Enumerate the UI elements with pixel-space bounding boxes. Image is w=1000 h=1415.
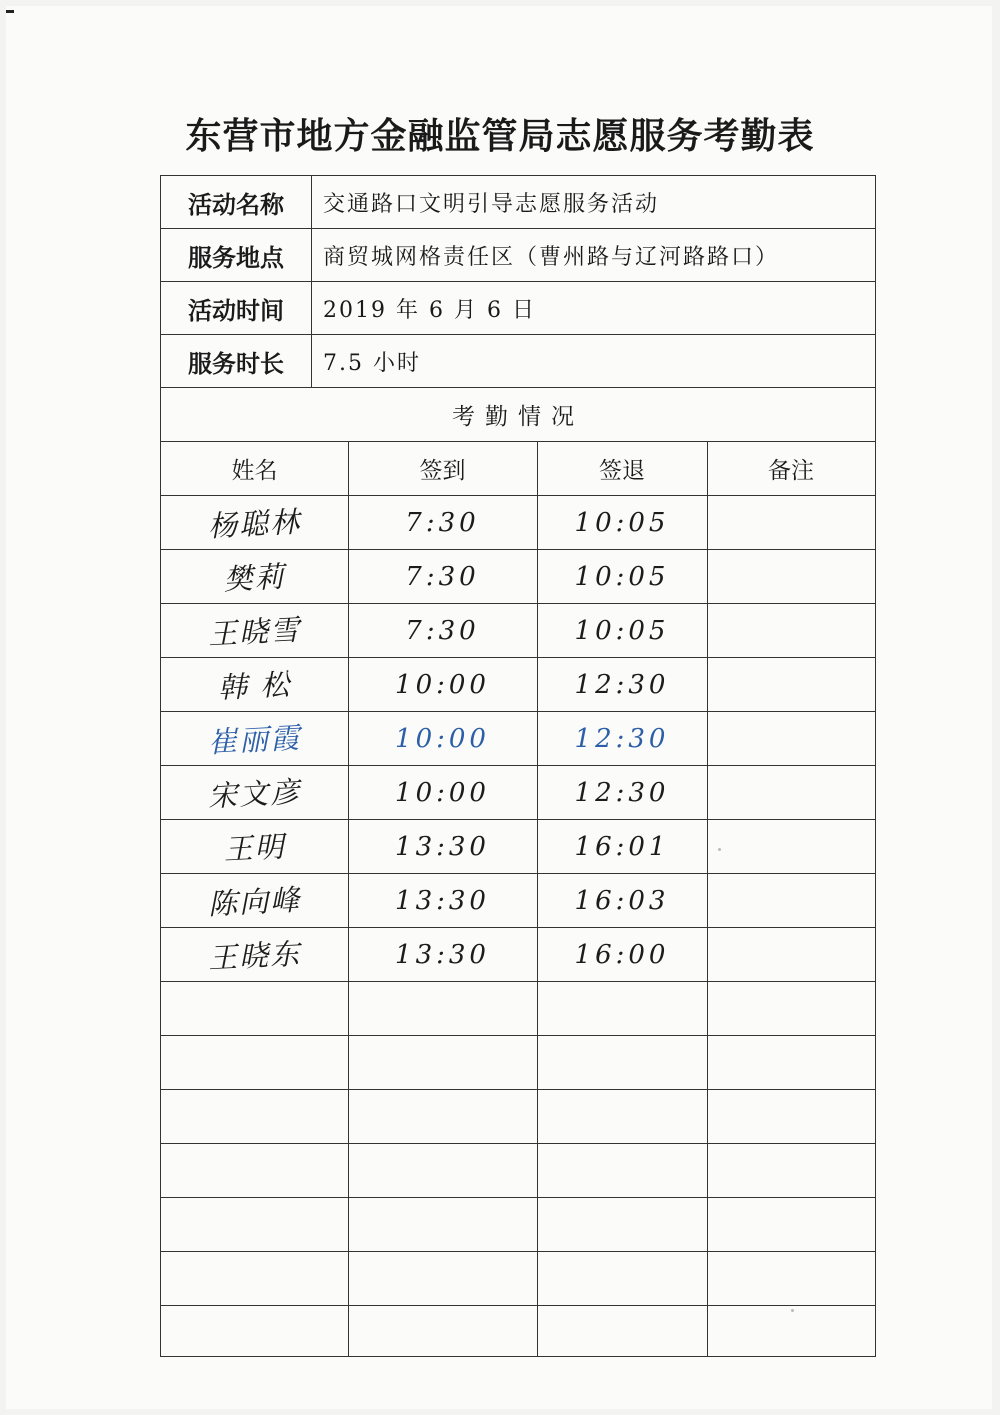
- cell-note: [707, 1144, 875, 1197]
- cell-sign-in: 10:00: [395, 777, 490, 808]
- info-value: 7.5 小时: [323, 350, 421, 376]
- table-row: [161, 766, 875, 820]
- cell-sign-out: 12:30: [574, 669, 670, 700]
- column-divider: [348, 442, 349, 1356]
- cell-note: [707, 766, 875, 819]
- cell-sign-in: [348, 1252, 537, 1305]
- cell-name: 韩 松: [217, 667, 293, 705]
- cell-sign-in: [348, 1306, 537, 1360]
- attendance-sheet: [160, 175, 876, 1357]
- cell-sign-in: 7:30: [405, 561, 480, 592]
- attendance-section-title: 考勤情况: [161, 388, 875, 442]
- cell-name: 王晓东: [207, 936, 302, 976]
- cell-sign-in: [348, 1198, 537, 1251]
- table-row: [161, 1252, 875, 1306]
- table-row: [161, 604, 875, 658]
- cell-name: 樊莉: [222, 559, 287, 597]
- table-row: [161, 928, 875, 982]
- cell-name: [160, 1085, 350, 1148]
- cell-name: [160, 1031, 350, 1094]
- column-header-sign-in: 签到: [348, 442, 537, 496]
- cell-sign-out: [537, 1252, 707, 1305]
- cell-sign-in: [348, 1144, 537, 1197]
- table-row: [161, 1090, 875, 1144]
- table-row: [161, 1198, 875, 1252]
- cell-sign-out: [537, 1306, 707, 1360]
- table-row: [161, 496, 875, 550]
- table-row: [161, 1144, 875, 1198]
- cell-sign-out: 12:30: [574, 777, 670, 808]
- cell-name: 王明: [222, 829, 287, 867]
- table-row: [161, 658, 875, 712]
- cell-note: [707, 1036, 875, 1089]
- info-row-location: [161, 229, 875, 282]
- cell-note: [707, 982, 875, 1035]
- cell-note: [707, 604, 875, 657]
- cell-sign-out: 16:03: [574, 885, 670, 916]
- cell-name: 崔丽霞: [207, 720, 302, 760]
- table-row: [161, 874, 875, 928]
- cell-sign-out: 16:00: [574, 939, 670, 970]
- info-label: 服务时长: [161, 335, 312, 387]
- cell-note: [707, 658, 875, 711]
- cell-sign-in: 10:00: [395, 723, 490, 754]
- cell-note: [707, 874, 875, 927]
- cell-note: [707, 1198, 875, 1251]
- cell-sign-out: [537, 1198, 707, 1251]
- column-divider: [537, 442, 538, 1356]
- cell-sign-in: 13:30: [395, 885, 490, 916]
- info-label: 活动名称: [161, 176, 312, 228]
- cell-name: [160, 1193, 350, 1256]
- cell-sign-in: [348, 1036, 537, 1089]
- cell-sign-out: [537, 1036, 707, 1089]
- cell-note: [707, 820, 875, 873]
- table-row: [161, 982, 875, 1036]
- table-row: [161, 712, 875, 766]
- info-label: 活动时间: [161, 282, 312, 334]
- cell-sign-in: 7:30: [405, 615, 480, 646]
- column-header-sign-out: 签退: [537, 442, 707, 496]
- cell-name: [160, 977, 350, 1040]
- column-divider: [707, 442, 708, 1356]
- cell-sign-out: [537, 1144, 707, 1197]
- cell-note: [707, 712, 875, 765]
- cell-name: [160, 1301, 350, 1365]
- cell-note: [707, 928, 875, 981]
- column-header-name: 姓名: [161, 442, 348, 496]
- cell-note: [707, 1090, 875, 1143]
- cell-name: 杨聪林: [207, 504, 302, 544]
- cell-note: [707, 1306, 875, 1360]
- cell-name: 宋文彦: [207, 774, 302, 814]
- cell-sign-in: 13:30: [395, 831, 490, 862]
- cell-sign-out: 16:01: [574, 831, 670, 862]
- cell-name: 陈向峰: [207, 882, 302, 922]
- table-row: [161, 1036, 875, 1090]
- table-row: [161, 820, 875, 874]
- cell-sign-out: 10:05: [574, 561, 670, 592]
- cell-note: [707, 496, 875, 549]
- cell-sign-out: 10:05: [574, 615, 670, 646]
- info-value: 交通路口文明引导志愿服务活动: [323, 191, 660, 217]
- document-title: 东营市地方金融监管局志愿服务考勤表: [185, 115, 815, 157]
- cell-sign-in: 13:30: [395, 939, 490, 970]
- table-row: [161, 550, 875, 604]
- info-value: 商贸城网格责任区（曹州路与辽河路路口）: [323, 244, 780, 270]
- cell-sign-out: 12:30: [574, 723, 670, 754]
- cell-sign-in: 7:30: [405, 507, 480, 538]
- cell-sign-out: [537, 1090, 707, 1143]
- column-header-note: 备注: [707, 442, 875, 496]
- table-row: [161, 1306, 875, 1360]
- info-row-activity-name: [161, 176, 875, 229]
- cell-name: [160, 1247, 350, 1310]
- cell-sign-in: [348, 1090, 537, 1143]
- scan-edge-mark: [6, 10, 14, 13]
- info-row-duration: [161, 335, 875, 388]
- info-value: 2019 年 6 月 6 日: [323, 297, 536, 323]
- cell-sign-out: [537, 982, 707, 1035]
- cell-note: [707, 550, 875, 603]
- cell-sign-in: [348, 982, 537, 1035]
- cell-name: 王晓雪: [207, 612, 302, 652]
- cell-name: [160, 1139, 350, 1202]
- info-row-date: [161, 282, 875, 335]
- cell-sign-in: 10:00: [395, 669, 490, 700]
- info-label: 服务地点: [161, 229, 312, 281]
- cell-sign-out: 10:05: [574, 507, 670, 538]
- cell-note: [707, 1252, 875, 1305]
